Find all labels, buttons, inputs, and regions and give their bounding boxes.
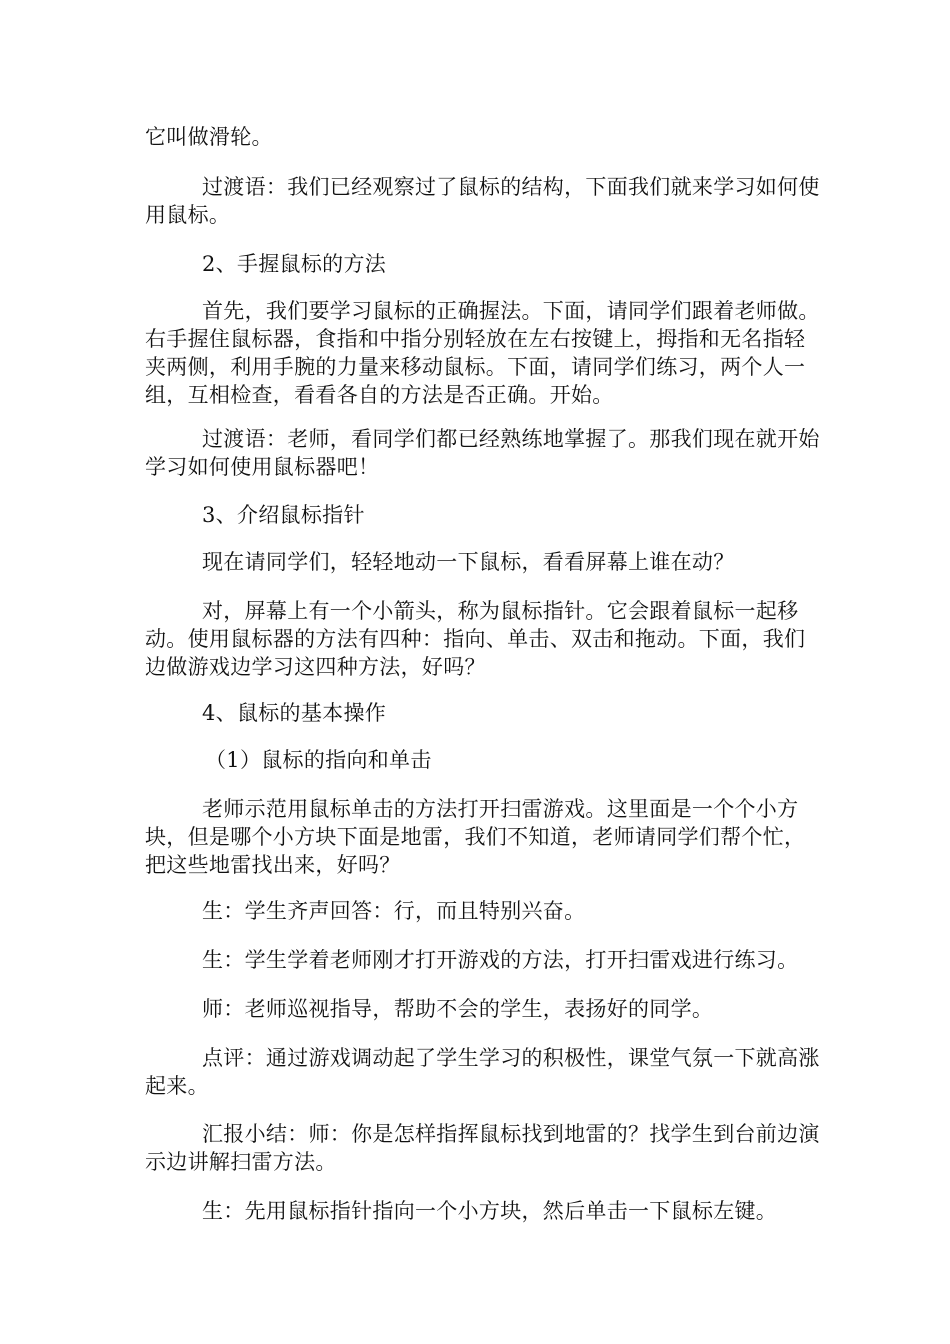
paragraph-transition-1: 过渡语：我们已经观察过了鼠标的结构，下面我们就来学习如何使用鼠标。 (145, 175, 820, 227)
paragraph-hold-method: 首先，我们要学习鼠标的正确握法。下面，请同学们跟着老师做。右手握住鼠标器，食指和中指分别轻放在左右按键上，拇指和无名指轻夹两侧，利用手腕的力量来移动鼠标。下面，请同学们练习，两个人一组，互相检查，看看各自的方法是否正确。开始。 (145, 299, 820, 407)
paragraph-continuation: 它叫做滑轮。 (145, 125, 273, 149)
paragraph-student-method: 生：先用鼠标指针指向一个小方块，然后单击一下鼠标左键。 (202, 1199, 778, 1223)
subheading-point-and-click: （1）鼠标的指向和单击 (205, 748, 432, 772)
paragraph-move-mouse: 现在请同学们，轻轻地动一下鼠标，看看屏幕上谁在动？ (202, 550, 735, 574)
paragraph-summary: 汇报小结：师：你是怎样指挥鼠标找到地雷的？找学生到台前边演示边讲解扫雷方法。 (145, 1122, 820, 1174)
heading-hold-mouse: 2、手握鼠标的方法 (202, 252, 387, 276)
paragraph-minesweeper-demo: 老师示范用鼠标单击的方法打开扫雷游戏。这里面是一个个小方块，但是哪个小方块下面是地雷，我们不知道，老师请同学们帮个忙，把这些地雷找出来，好吗？ (145, 797, 806, 877)
paragraph-teacher-guidance: 师：老师巡视指导，帮助不会的学生，表扬好的同学。 (202, 997, 714, 1021)
heading-basic-operations: 4、鼠标的基本操作 (202, 701, 387, 725)
paragraph-comment: 点评：通过游戏调动起了学生学习的积极性，课堂气氛一下就高涨起来。 (145, 1046, 820, 1098)
heading-mouse-pointer: 3、介绍鼠标指针 (202, 503, 365, 527)
paragraph-student-answer: 生：学生齐声回答：行，而且特别兴奋。 (202, 899, 586, 923)
paragraph-pointer-description: 对，屏幕上有一个小箭头，称为鼠标指针。它会跟着鼠标一起移动。使用鼠标器的方法有四种：指向、单击、双击和拖动。下面，我们边做游戏边学习这四种方法，好吗？ (145, 599, 806, 679)
paragraph-student-practice: 生：学生学着老师刚才打开游戏的方法，打开扫雷戏进行练习。 (202, 948, 799, 972)
paragraph-transition-2: 过渡语：老师，看同学们都已经熟练地掌握了。那我们现在就开始学习如何使用鼠标器吧！ (145, 427, 820, 479)
